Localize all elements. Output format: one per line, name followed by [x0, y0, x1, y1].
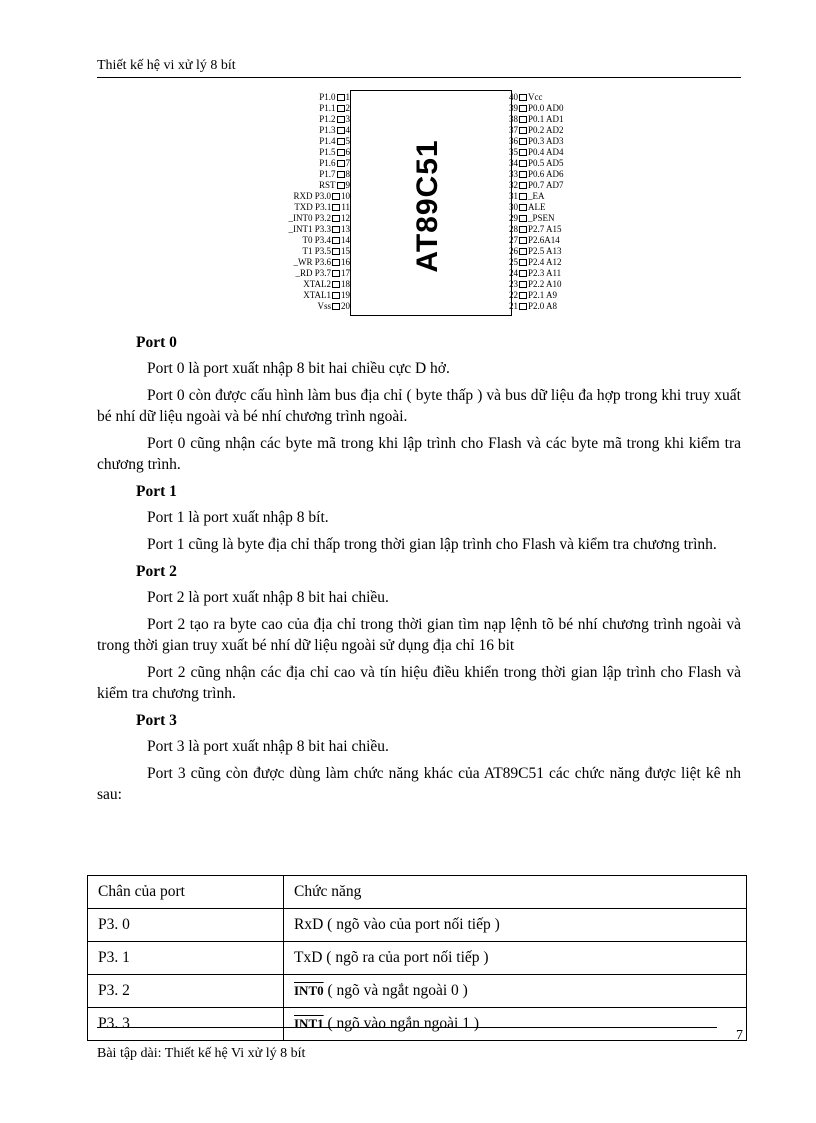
function-cell: [284, 909, 747, 942]
pin-number: 27: [509, 235, 518, 245]
pin-number: 40: [509, 92, 518, 102]
pin-label: P0.2 AD2: [528, 125, 564, 135]
chip-pin: [509, 103, 564, 114]
signal-name: INT0: [294, 983, 324, 998]
chip-name: AT89C51: [411, 139, 444, 273]
chip-pin: [293, 257, 350, 268]
function-cell: [284, 1008, 747, 1041]
function-text: ( ngõ và ngắt ngoài 0 ): [323, 982, 468, 999]
pin-box: [519, 116, 527, 123]
pin-box: [519, 292, 527, 299]
paragraph: Port 1 là port xuất nhập 8 bít.: [147, 509, 329, 526]
paragraph: Port 0 còn được cấu hình làm bus địa chỉ ( byte thấp ) và bus dữ liệu đa hợp trong khi truy xuất bé nhí dữ liệu ngoài và bé nhí chương trình ngoài.: [97, 387, 741, 425]
chip-pin: [509, 268, 561, 279]
pin-box: [519, 171, 527, 178]
chip-pin: [509, 257, 562, 268]
pin-label: P0.7 AD7: [528, 180, 564, 190]
pin-label: XTAL1: [303, 290, 331, 300]
section-heading: Port 2: [136, 563, 177, 580]
pin-number: 4: [345, 125, 350, 135]
pin-box: [332, 226, 340, 233]
pin-number: 37: [509, 125, 518, 135]
pin-number: 16: [341, 257, 350, 267]
paragraph: Port 1 cũng là byte địa chỉ thấp trong thời gian lập trình cho Flash và kiểm tra chương trình.: [147, 536, 717, 553]
pin-box: [332, 193, 340, 200]
pin-box: [332, 281, 340, 288]
pin-box: [332, 270, 340, 277]
chip-pin: [509, 213, 555, 224]
pin-number: 24: [509, 268, 518, 278]
pin-label: XTAL2: [303, 279, 331, 289]
pin-number: 2: [345, 103, 350, 113]
chip-pin: [289, 224, 351, 235]
pin-label: ALE: [528, 202, 546, 212]
footer-divider: [97, 1027, 717, 1028]
pin-number: 1: [345, 92, 350, 102]
pin-number: 22: [509, 290, 518, 300]
pin-number: 38: [509, 114, 518, 124]
chip-pin: [319, 114, 350, 125]
pin-number: 23: [509, 279, 518, 289]
pin-label: P1.4: [319, 136, 336, 146]
pin-box: [332, 237, 340, 244]
paragraph: Port 2 là port xuất nhập 8 bit hai chiều.: [147, 589, 389, 606]
chip-pin: [319, 180, 350, 191]
chip-pin: [509, 114, 564, 125]
chip-pin: [509, 136, 564, 147]
pin-label: _PSEN: [528, 213, 555, 223]
chip-pin: [509, 125, 564, 136]
pin-label: _INT0 P3.2: [288, 213, 331, 223]
pin-label: T1 P3.5: [302, 246, 331, 256]
function-cell: [284, 942, 747, 975]
pin-box: [337, 127, 345, 134]
pin-label: P2.3 A11: [528, 268, 562, 278]
chip-pin: [319, 92, 350, 103]
table-header-row: [88, 876, 747, 909]
pin-number: 28: [509, 224, 518, 234]
pin-cell: P3. 1: [88, 942, 284, 975]
pin-box: [519, 182, 527, 189]
pin-box: [519, 215, 527, 222]
chip-pin: [293, 191, 350, 202]
pin-label: RST: [318, 180, 336, 190]
pin-box: [337, 160, 345, 167]
pin-box: [519, 127, 527, 134]
paragraph: Port 3 cũng còn được dùng làm chức năng khác của AT89C51 các chức năng được liệt kê nh sau:: [97, 765, 741, 803]
pin-label: P0.1 AD1: [528, 114, 564, 124]
pin-number: 32: [509, 180, 518, 190]
chip-pin: [509, 279, 562, 290]
chip-pin: [319, 147, 350, 158]
pin-label: P1.0: [319, 92, 336, 102]
pin-label: P2.5 A13: [528, 246, 562, 256]
pin-box: [332, 259, 340, 266]
pin-box: [519, 259, 527, 266]
chip-pin: [303, 290, 350, 301]
pin-cell: P3. 3: [88, 1008, 284, 1041]
pin-number: 11: [341, 202, 350, 212]
section-heading: Port 3: [136, 712, 177, 729]
chip-pin: [302, 235, 350, 246]
pin-label: T0 P3.4: [302, 235, 331, 245]
pin-label: P1.7: [319, 169, 336, 179]
chip-pin: [509, 246, 562, 257]
pin-label: Vcc: [528, 92, 543, 102]
section-heading: Port 0: [136, 334, 177, 351]
function-cell: [284, 975, 747, 1008]
paragraph: Port 3 là port xuất nhập 8 bit hai chiều.: [147, 738, 389, 755]
chip-pin: [509, 202, 546, 213]
table-header-cell: Chức năng: [284, 876, 747, 909]
pin-label: P2.0 A8: [528, 301, 558, 311]
chip-pin: [509, 191, 545, 202]
pin-number: 20: [341, 301, 350, 311]
pin-box: [332, 215, 340, 222]
footer-text: Bài tập dài: Thiết kế hệ Vi xử lý 8 bít: [97, 1046, 306, 1061]
pin-label: _EA: [528, 191, 545, 201]
table-row: [88, 909, 747, 942]
pin-number: 18: [341, 279, 350, 289]
table-row: [88, 942, 747, 975]
chip-pin: [317, 301, 350, 312]
pin-box: [337, 94, 345, 101]
paragraph: Port 2 tạo ra byte cao của địa chỉ trong thời gian tìm nạp lệnh tõ bé nhí chương trình ngoài và trong thời gian truy xuất bé nhí dữ liệu ngoài sử dụng địa chỉ 16 bit: [97, 616, 741, 654]
chip-pin: [509, 158, 564, 169]
pin-label: P1.6: [319, 158, 336, 168]
pin-label: _INT1 P3.3: [288, 224, 331, 234]
pin-box: [337, 116, 345, 123]
pin-number: 34: [509, 158, 518, 168]
pin-number: 6: [345, 147, 350, 157]
pin-box: [519, 160, 527, 167]
function-text: RxD ( ngõ vào của port nối tiếp ): [294, 916, 500, 933]
paragraph: Port 2 cũng nhận các địa chỉ cao và tín hiệu điều khiển trong thời gian lập trình cho Flash và kiểm tra chương trình.: [97, 664, 741, 702]
pin-box: [337, 105, 345, 112]
chip-pin: [509, 224, 562, 235]
pin-box: [332, 248, 340, 255]
pin-cell: P3. 0: [88, 909, 284, 942]
chip-pin: [303, 279, 350, 290]
pin-number: 17: [341, 268, 350, 278]
pin-box: [337, 138, 345, 145]
pin-label: P2.2 A10: [528, 279, 562, 289]
section-heading: Port 1: [136, 483, 177, 500]
pin-box: [519, 193, 527, 200]
chip-pin: [319, 158, 350, 169]
chip-pin: [509, 290, 557, 301]
document-body: [97, 330, 741, 811]
pin-box: [519, 226, 527, 233]
pin-label: P1.5: [319, 147, 336, 157]
pin-box: [519, 248, 527, 255]
chip-pin: [294, 202, 350, 213]
pin-number: 29: [509, 213, 518, 223]
pin-label: P2.4 A12: [528, 257, 562, 267]
pin-number: 7: [345, 158, 350, 168]
pin-label: _WR P3.6: [293, 257, 331, 267]
paragraph: Port 0 là port xuất nhập 8 bit hai chiều cực D hở.: [147, 360, 450, 377]
pin-label: P0.6 AD6: [528, 169, 564, 179]
pin-label: RXD P3.0: [293, 191, 331, 201]
pin-number: 36: [509, 136, 518, 146]
pin-label: Vss: [317, 301, 331, 311]
pin-box: [519, 94, 527, 101]
pin-number: 9: [345, 180, 350, 190]
port3-functions-table: [87, 875, 747, 1041]
pin-label: P0.3 AD3: [528, 136, 564, 146]
pin-number: 5: [345, 136, 350, 146]
pin-number: 13: [341, 224, 350, 234]
pin-box: [519, 270, 527, 277]
chip-pin: [509, 301, 557, 312]
pin-cell: P3. 2: [88, 975, 284, 1008]
table-row: [88, 975, 747, 1008]
pin-number: 8: [345, 169, 350, 179]
pin-box: [519, 204, 527, 211]
chip-pin: [319, 103, 350, 114]
pin-label: P1.2: [319, 114, 336, 124]
pin-box: [337, 149, 345, 156]
pin-label: _RD P3.7: [295, 268, 331, 278]
pin-number: 33: [509, 169, 518, 179]
chip-pin: [509, 92, 543, 103]
pin-number: 3: [345, 114, 350, 124]
pin-label: P2.6A14: [528, 235, 560, 245]
pin-number: 12: [341, 213, 350, 223]
pin-box: [337, 182, 345, 189]
pin-label: TXD P3.1: [294, 202, 332, 212]
table-header-cell: Chân của port: [88, 876, 284, 909]
page-header: Thiết kế hệ vi xử lý 8 bít: [97, 57, 741, 78]
pin-number: 35: [509, 147, 518, 157]
pin-number: 15: [341, 246, 350, 256]
pin-number: 10: [341, 191, 350, 201]
function-text: TxD ( ngõ ra của port nối tiếp ): [294, 949, 489, 966]
pin-label: P1.3: [319, 125, 336, 135]
function-text: ( ngõ vào ngắn ngoài 1 ): [323, 1015, 480, 1032]
paragraph: Port 0 cũng nhận các byte mã trong khi lập trình cho Flash và các byte mã trong khi kiểm tra chương trình.: [97, 435, 741, 473]
pin-box: [337, 171, 345, 178]
pin-box: [519, 138, 527, 145]
pin-number: 26: [509, 246, 518, 256]
pin-box: [519, 149, 527, 156]
chip-pin: [509, 147, 564, 158]
chip-pin: [319, 125, 350, 136]
pin-box: [332, 303, 340, 310]
pin-number: 25: [509, 257, 518, 267]
pin-box: [519, 281, 527, 288]
chip-pin: [509, 235, 560, 246]
pin-box: [332, 204, 340, 211]
chip-pin: [295, 268, 350, 279]
pin-label: P0.0 AD0: [528, 103, 564, 113]
pin-label: P1.1: [319, 103, 336, 113]
pin-label: P0.5 AD5: [528, 158, 564, 168]
pin-number: 21: [509, 301, 518, 311]
chip-pin: [319, 136, 350, 147]
pin-number: 14: [341, 235, 350, 245]
pin-number: 39: [509, 103, 518, 113]
signal-name: INT1: [294, 1016, 324, 1031]
chip-pinout-diagram: [288, 88, 588, 320]
pin-box: [519, 303, 527, 310]
pin-label: P2.1 A9: [528, 290, 558, 300]
chip-pin: [509, 169, 564, 180]
chip-pin: [289, 213, 351, 224]
page-number: 7: [736, 1028, 743, 1043]
pin-number: 30: [509, 202, 518, 212]
chip-pin: [302, 246, 350, 257]
pin-box: [332, 292, 340, 299]
chip-pin: [319, 169, 350, 180]
pin-box: [519, 237, 527, 244]
pin-box: [519, 105, 527, 112]
chip-pin: [509, 180, 564, 191]
pin-number: 31: [509, 191, 518, 201]
pin-label: P2.7 A15: [528, 224, 562, 234]
pin-label: P0.4 AD4: [528, 147, 564, 157]
table-row: [88, 1008, 747, 1041]
pin-number: 19: [341, 290, 350, 300]
